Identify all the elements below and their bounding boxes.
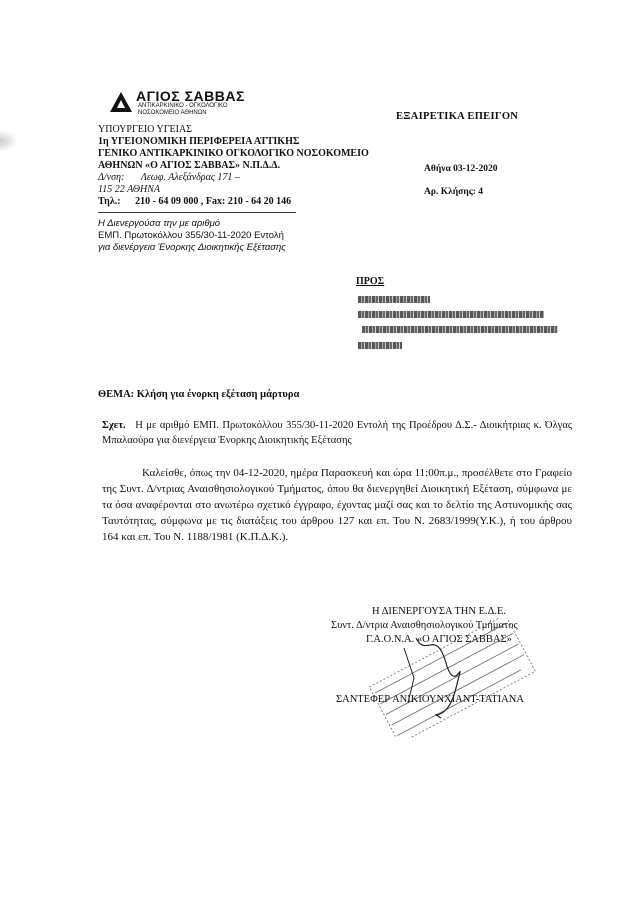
address-value: Λεωφ. Αλεξάνδρας 171 – xyxy=(140,172,240,183)
logo-name: ΑΓΙΟΣ ΣΑΒΒΑΣ xyxy=(136,88,245,104)
scan-artifact xyxy=(0,130,18,152)
address-label: Δ/νση: xyxy=(98,172,125,183)
reference-label: Σχετ. xyxy=(102,420,126,431)
ministry-line: ΥΠΟΥΡΓΕΙΟ ΥΓΕΙΑΣ xyxy=(98,124,193,135)
address-line xyxy=(98,172,240,183)
purpose-line: για διενέργεια Ένορκης Διοικητικής Εξέτασης xyxy=(98,242,286,253)
investigator-line: Η Διενεργούσα την με αριθμό xyxy=(98,218,221,229)
phone-label: Τηλ.: xyxy=(98,196,121,207)
hospital-line-1: ΓΕΝΙΚΟ ΑΝΤΙΚΑΡΚΙΝΙΚΟ ΟΓΚΟΛΟΓΙΚΟ ΝΟΣΟΚΟΜΕΙΟ xyxy=(98,148,369,159)
reference-text: Η με αριθμό ΕΜΠ. Πρωτοκόλλου 355/30-11-2020 Εντολή της Προέδρου Δ.Σ.- Διοικήτριας κ. Όλγας Μπαλαούρα για διενέργεια Ένορκης Διοικητικής Εξέτασης xyxy=(102,420,573,446)
urgency-label: ΕΞΑΙΡΕΤΙΚΑ ΕΠΕΙΓΟΝ xyxy=(396,111,519,122)
body-paragraph xyxy=(102,465,572,545)
recipient-label: ΠΡΟΣ xyxy=(356,276,385,287)
postal-line: 115 22 ΑΘΗΝΑ xyxy=(98,184,160,195)
document-date: Αθήνα 03-12-2020 xyxy=(424,164,498,174)
redacted-recipient-line-4 xyxy=(358,342,402,349)
redacted-recipient-line-3 xyxy=(362,326,558,333)
redacted-recipient-name xyxy=(358,296,430,303)
reference-paragraph xyxy=(102,418,572,448)
signature-unit: Γ.Α.Ο.Ν.Α. «Ο ΑΓΙΟΣ ΣΑΒΒΑΣ» xyxy=(366,634,512,645)
subject-line: ΘΕΜΑ: Κλήση για ένορκη εξέταση μάρτυρα xyxy=(98,389,300,400)
redacted-recipient-line-2 xyxy=(358,311,544,318)
phone-line xyxy=(98,196,291,207)
phone-value: 210 - 64 09 000 , Fax: 210 - 64 20 146 xyxy=(135,196,292,207)
signature-name: ΣΑΝΤΕΦΕΡ ΑΝΙΚΙΟΥΝΧΙΑΝΤ-ΤΑΤΙΑΝΑ xyxy=(336,694,524,705)
hospital-logo-icon xyxy=(110,92,132,112)
signature-title: Η ΔΙΕΝΕΡΓΟΥΣΑ ΤΗΝ Ε.Δ.Ε. xyxy=(372,606,507,617)
body-text: Καλείσθε, όπως την 04-12-2020, ημέρα Παρασκευή και ώρα 11:00π.μ., προσέλθετε στο Γραφείο της Συντ. Δ/ντριας Αναισθησιολογικού Τμήματος, όπου θα διενεργηθεί Διοικητική Εξέταση, σύμφωνα με τα όσα αναφέρονται στο ανωτέρω σχετικό έγγραφο, έχοντας μαζί σας και το δελτίο της Αστυνομικής σας Ταυτότητας, σύμφωνα με τις διατάξεις του άρθρου 127 και επ. Του Ν. 2683/1999(Υ.Κ.), ή του άρθρου 164 και επ. Του Ν. 1188/1981 (Κ.Π.Δ.Κ.). xyxy=(102,467,572,543)
call-number: Αρ. Κλήσης: 4 xyxy=(424,187,484,197)
signature-role: Συντ. Δ/ντρια Αναισθησιολογικού Τμήματος xyxy=(331,620,518,631)
header-divider xyxy=(98,212,296,213)
logo-subtitle: ΑΝΤΙΚΑΡΚΙΝΙΚΟ - ΟΓΚΟΛΟΓΙΚΟ ΝΟΣΟΚΟΜΕΙΟ ΑΘΗΝΩΝ xyxy=(138,103,228,116)
region-line: 1η ΥΓΕΙΟΝΟΜΙΚΗ ΠΕΡΙΦΕΡΕΙΑ ΑΤΤΙΚΗΣ xyxy=(98,136,300,147)
protocol-line: ΕΜΠ. Πρωτοκόλλου 355/30-11-2020 Εντολή xyxy=(98,230,284,241)
official-stamp xyxy=(356,618,536,738)
hospital-line-2: ΑΘΗΝΩΝ «Ο ΑΓΙΟΣ ΣΑΒΒΑΣ» Ν.Π.Δ.Δ. xyxy=(98,160,281,171)
